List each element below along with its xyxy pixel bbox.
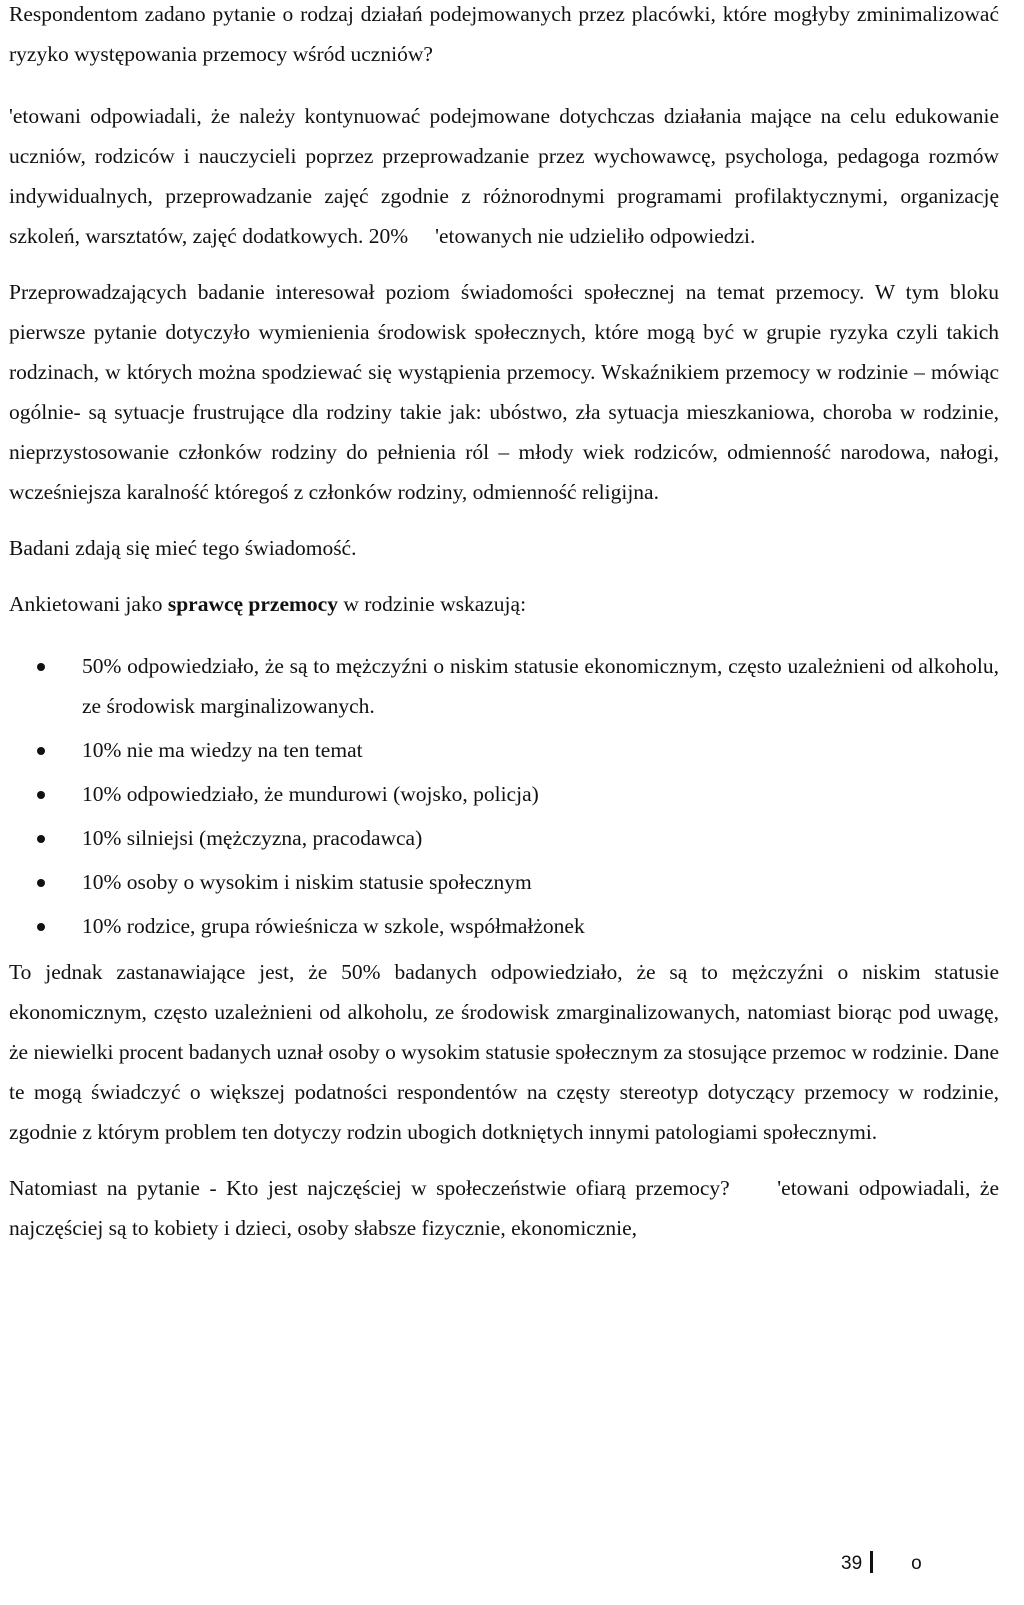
list-item: 50% odpowiedziało, że są to mężczyźni o niskim statusie ekonomicznym, często uzależnieni od alkoholu, ze środowisk marginalizowanych. [9, 646, 999, 726]
paragraph-question: Respondentom zadano pytanie o rodzaj działań podejmowanych przez placówki, które mogłyby zminimalizować ryzyko występowania przemocy wśród uczniów? [9, 2, 999, 66]
bullet-icon [37, 879, 45, 887]
list-item: 10% silniejsi (mężczyzna, pracodawca) [9, 818, 999, 858]
footer-separator [870, 1551, 873, 1573]
document-page [9, 0, 1005, 1605]
list-item: 10% osoby o wysokim i niskim statusie społecznym [9, 862, 999, 902]
perpetrator-intro-post: w rodzinie wskazują: [337, 592, 527, 616]
perpetrator-intro-bold: sprawcę przemocy [167, 592, 338, 616]
paragraph-awareness: Przeprowadzających badanie interesował poziom świadomości społecznej na temat przemocy. W tym bloku pierwsze pytanie dotyczyło wymienienia środowisk społecznych, które mogą być w grupie ryzyka czyli takich rodzinach, w których można spodziewać się wystąpienia przemocy. Wskaźnikiem przemocy w rodzinie – mówiąc ogólnie- są sytuacje frustrujące dla rodziny takie jak: ubóstwo, zła sytuacja mieszkaniowa, choroba w rodzinie, nieprzystosowanie członków rodziny do pełnienia ról – młody wiek rodziców, odmienność narodowa, nałogi, wcześniejsza karalność któregoś z członków rodziny, odmienność religijna. [9, 280, 999, 504]
footer-tail: o [911, 1553, 922, 1574]
perpetrator-list [9, 646, 999, 946]
paragraph-stereotype: To jednak zastanawiające jest, że 50% badanych odpowiedziało, że są to mężczyźni o niskim statusie ekonomicznym, często uzależnieni od alkoholu, ze środowisk zmarginalizowanych, natomiast biorąc pod uwagę, że niewielki procent badanych uznał osoby o wysokim statusie społecznym za stosujące przemoc w rodzinie. Dane te mogą świadczyć o większej podatności respondentów na częsty stereotyp dotyczący przemocy w rodzinie, zgodnie z którym problem ten dotyczy rodzin ubogich dotkniętych innymi patologiami społecznymi. [9, 960, 999, 1144]
list-item: 10% nie ma wiedzy na ten temat [9, 730, 999, 770]
bullet-icon [37, 791, 45, 799]
bullet-icon [37, 747, 45, 755]
bullet-icon [37, 663, 45, 671]
list-item: 10% odpowiedziało, że mundurowi (wojsko, policja) [9, 774, 999, 814]
page-number: 39 [841, 1553, 863, 1574]
bullet-icon [37, 835, 45, 843]
paragraph-awareness-summary: Badani zdają się mieć tego świadomość. [9, 536, 357, 560]
paragraph-victims: Natomiast na pytanie - Kto jest najczęściej w społeczeństwie ofiarą przemocy? 'etowani odpowiadali, że najczęściej są to kobiety i dzieci, osoby słabsze fizycznie, ekonomicznie, [9, 1176, 1005, 1240]
paragraph-answers: 'etowani odpowiadali, że należy kontynuować podejmowane dotychczas działania mające na celu edukowanie uczniów, rodziców i nauczycieli poprzez przeprowadzanie przez wychowawcę, psychologa, pedagoga rozmów indywidualnych, przeprowadzanie zajęć zgodnie z różnorodnymi programami profilaktycznymi, organizację szkoleń, warsztatów, zajęć dodatkowych. 20% 'etowanych nie udzieliło odpowiedzi. [9, 104, 1005, 248]
paragraph-perpetrator-intro [9, 584, 999, 624]
page-footer [841, 1550, 922, 1578]
list-item: 10% rodzice, grupa rówieśnicza w szkole, współmałżonek [9, 906, 999, 946]
bullet-icon [37, 923, 45, 931]
perpetrator-intro-pre: Ankietowani jako [9, 592, 168, 616]
